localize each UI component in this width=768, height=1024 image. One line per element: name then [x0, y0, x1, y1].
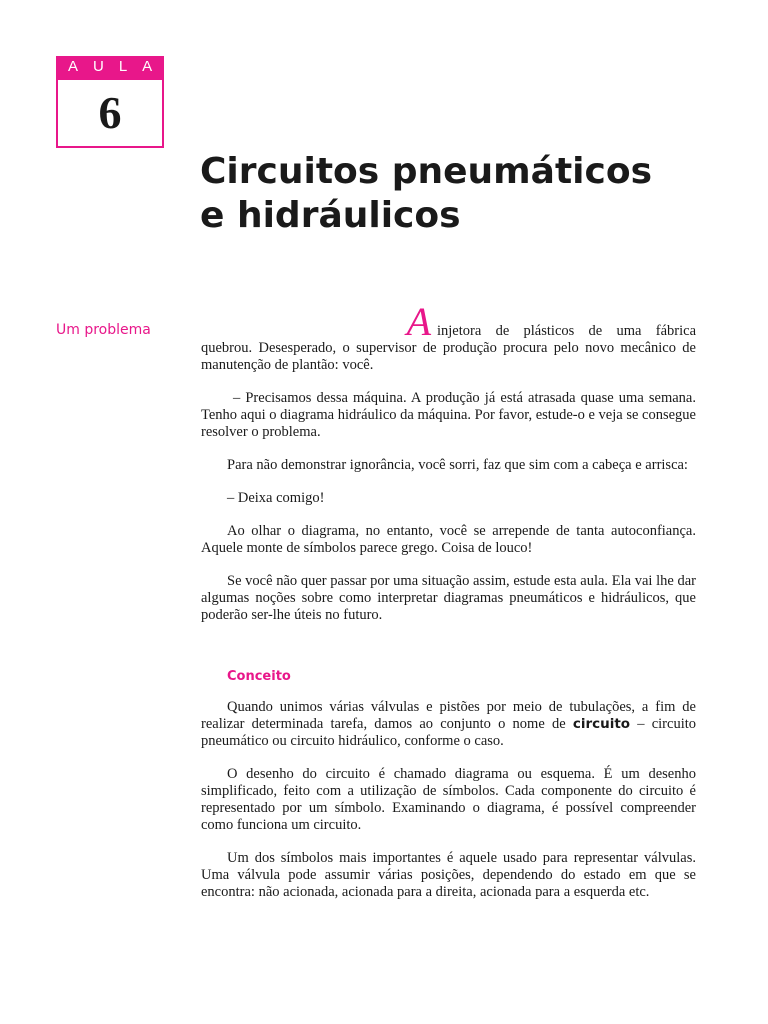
page-title	[200, 150, 720, 238]
sidebar-heading: Um problema	[56, 322, 151, 338]
paragraph-7	[201, 699, 696, 750]
drop-cap: A	[406, 299, 431, 344]
paragraph-7-end: – circuito pneumático ou circuito hidráulico, conforme o caso.	[201, 716, 696, 749]
paragraph-9: Um dos símbolos mais importantes é aquele usado para representar válvulas. Uma válvula pode assumir várias posições, dependendo do estado em que se encontra: não acionada, acionada para a direita, acionada para a esquerda etc.	[201, 850, 696, 900]
paragraph-2: – Precisamos dessa máquina. A produção já está atrasada quase uma semana. Tenho aqui o diagrama hidráulico da máquina. Por favor, estude-o e veja se consegue resolver o problema.	[201, 390, 696, 440]
title-line-2: e hidráulicos	[200, 195, 461, 236]
title-line-1: Circuitos pneumáticos	[200, 151, 653, 192]
body-text	[201, 299, 696, 917]
lesson-number: 6	[56, 78, 164, 148]
paragraph-4: – Deixa comigo!	[227, 490, 325, 506]
term-circuito: circuito	[572, 716, 631, 732]
paragraph-6: Se você não quer passar por uma situação assim, estude esta aula. Ela vai lhe dar algumas noções sobre como interpretar diagramas pneumáticos e hidráulicos, que poderão ser-lhe úteis no futuro.	[201, 573, 696, 623]
paragraph-1	[201, 299, 696, 374]
paragraph-8: O desenho do circuito é chamado diagrama ou esquema. É um desenho simplificado, feito com a utilização de símbolos. Cada componente do circuito é representado por um símbolo. Examinando o diagrama, é possível compreender como funciona um circuito.	[201, 766, 696, 833]
paragraph-3: Para não demonstrar ignorância, você sorri, faz que sim com a cabeça e arrisca:	[227, 457, 688, 473]
section-heading-conceito: Conceito	[227, 669, 291, 684]
lesson-label: AULA	[56, 56, 164, 78]
paragraph-7-start: Quando unimos várias válvulas e pistões por meio de tubulações, a fim de realizar determinada tarefa, damos ao conjunto o nome de	[201, 699, 696, 732]
paragraph-5: Ao olhar o diagrama, no entanto, você se arrepende de tanta autoconfiança. Aquele monte de símbolos parece grego. Coisa de louco!	[201, 523, 696, 556]
paragraph-1-text: injetora de plásticos de uma fábrica quebrou. Desesperado, o supervisor de produção procura pelo novo mecânico de manutenção de plantão: você.	[201, 323, 696, 373]
